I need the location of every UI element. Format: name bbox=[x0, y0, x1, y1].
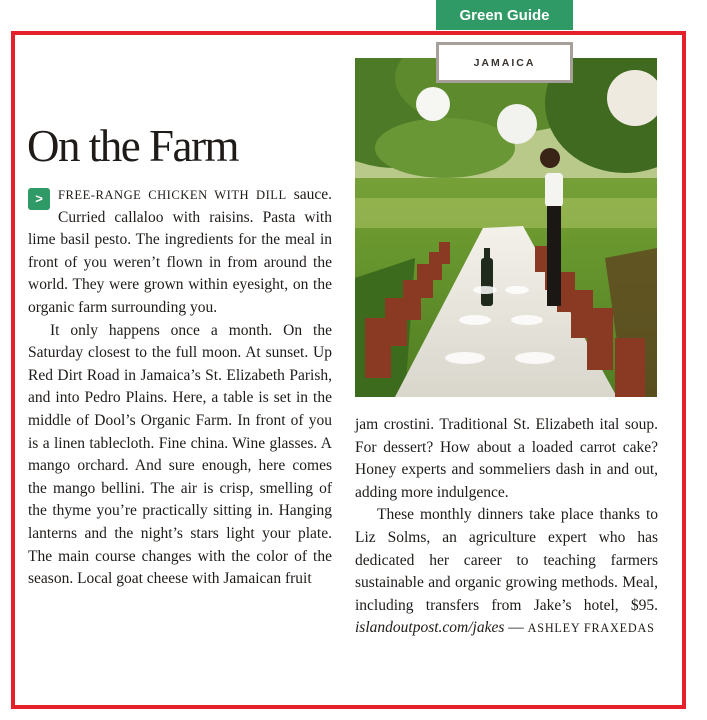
paragraph-2-continued: jam crostini. Traditional St. Elizabeth ital soup. For dessert? How about a loaded carrot cake? Honey experts and sommeliers dash in and out, adding more indulgence. bbox=[355, 416, 658, 501]
farm-dinner-photo bbox=[355, 58, 657, 397]
paragraph-2: It only happens once a month. On the Saturday closest to the full moon. At sunset. Up Red Dirt Road in Jamaica’s St. Elizabeth Parish, and into Pedro Plains. Here, a table is set in the middle of Dool’s Organic Farm. In front of you is a linen tablecloth. Fine china. Wine glasses. A mango orchard. And sure enough, here comes the mango bellini. The air is crisp, smelling of the thyme you’re practically sitting in. Hanging lanterns and the night’s stars light your plate. The main course changes with the color of the season. Local goat cheese with Jamaican fruit bbox=[28, 321, 332, 588]
paragraph-3-text: These monthly dinners take place thanks to Liz Solms, an agriculture expert who has dedicated her career to teaching farmers sustainable and organic growing methods. Meal, including transfers from Jake’s hotel, $95. bbox=[355, 506, 658, 614]
paragraph-1-text: sauce. Curried callaloo with raisins. Pasta with lime basil pesto. The ingredients for the meal in front of you weren’t flown in from around the world. They were grown within eyesight, on the organic farm surrounding you. bbox=[28, 186, 333, 316]
website-url: islandoutpost.com/jakes bbox=[355, 619, 505, 637]
article-title: On the Farm bbox=[27, 121, 238, 171]
paragraph-1 bbox=[28, 184, 332, 320]
article-column-right bbox=[355, 414, 658, 640]
byline-dash: — bbox=[504, 619, 528, 637]
green-guide-label: Green Guide bbox=[459, 6, 550, 24]
lead-in-caps: FREE-RANGE CHICKEN WITH DILL bbox=[58, 188, 287, 202]
location-tag: JAMAICA bbox=[436, 42, 573, 83]
green-guide-tab bbox=[436, 0, 573, 30]
author-byline: ASHLEY FRAXEDAS bbox=[527, 621, 655, 636]
arrow-right-icon: > bbox=[28, 188, 50, 210]
article-column-left bbox=[28, 184, 332, 591]
paragraph-3 bbox=[355, 504, 658, 640]
